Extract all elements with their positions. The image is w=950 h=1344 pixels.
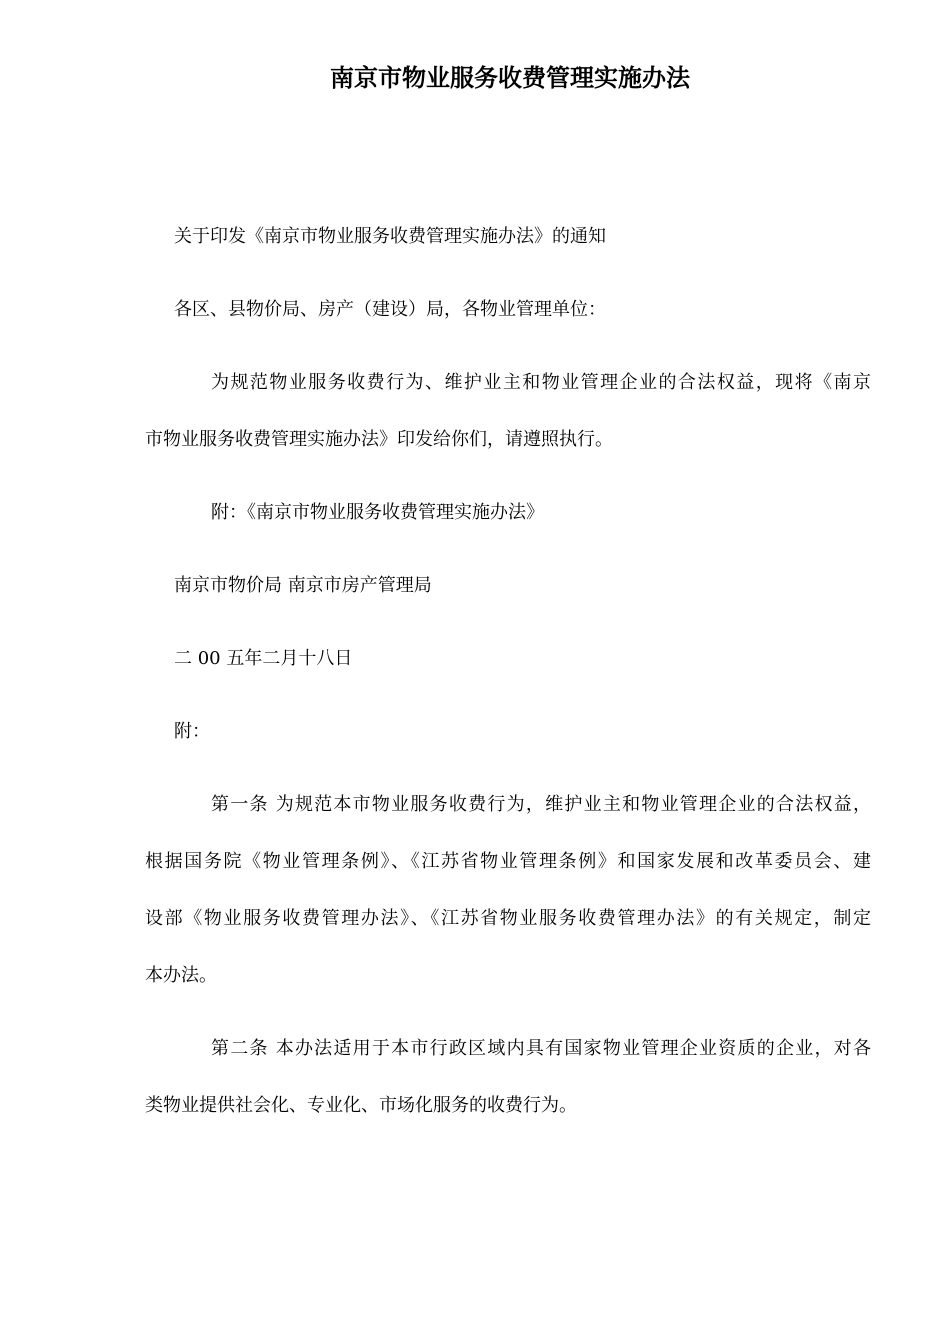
- document-title: 南京市物业服务收费管理实施办法: [330, 63, 690, 92]
- attachment-line: 附：《南京市物业服务收费管理实施办法》: [211, 502, 544, 523]
- annex-label: 附：: [174, 721, 210, 742]
- addressee: 各区、县物价局、房产（建设）局，各物业管理单位：: [174, 299, 606, 320]
- article-1-line-4: 本办法。: [145, 965, 217, 986]
- issuers: 南京市物价局 南京市房产管理局: [174, 575, 432, 596]
- article-1-line-3: 设部《物业服务收费管理办法》、《江苏省物业服务收费管理办法》的有关规定，制定: [145, 908, 871, 929]
- body-line-2: 市物业服务收费管理实施办法》印发给你们，请遵照执行。: [145, 429, 613, 450]
- article-2-line-1: 第二条 本办法适用于本市行政区域内具有国家物业管理企业资质的企业，对各: [211, 1038, 871, 1059]
- article-2-line-2: 类物业提供社会化、专业化、市场化服务的收费行为。: [145, 1095, 577, 1116]
- body-line-1: 为规范物业服务收费行为、维护业主和物业管理企业的合法权益，现将《南京: [211, 372, 871, 393]
- article-1-line-1: 第一条 为规范本市物业服务收费行为，维护业主和物业管理企业的合法权益，: [211, 794, 871, 815]
- article-1-line-2: 根据国务院《物业管理条例》、《江苏省物业管理条例》和国家发展和改革委员会、建: [145, 851, 871, 872]
- notice-heading: 关于印发《南京市物业服务收费管理实施办法》的通知: [174, 226, 606, 247]
- issue-date: 二 00 五年二月十八日: [174, 648, 353, 669]
